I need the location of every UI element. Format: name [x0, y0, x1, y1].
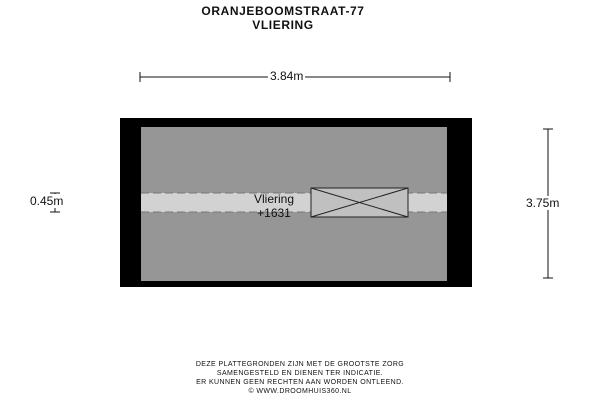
height-dimension-label: 3.75m: [526, 196, 560, 210]
room-name-label: Vliering: [253, 192, 295, 206]
plan-floor-title: VLIERING: [252, 18, 314, 32]
headroom-dimension-label: 0.45m: [30, 194, 64, 208]
disclaimer-block: [0, 360, 600, 396]
plan-address-title: ORANJEBOOMSTRAAT-77: [201, 4, 365, 18]
disclaimer-line-3: ER KUNNEN GEEN RECHTEN AAN WORDEN ONTLEEND.: [196, 379, 404, 386]
disclaimer-website-link[interactable]: © WWW.DROOMHUIS360.NL: [248, 388, 352, 395]
disclaimer-line-1: DEZE PLATTEGRONDEN ZIJN MET DE GROOTSTE ZORG: [195, 361, 405, 368]
room-code-label: +1631: [257, 206, 291, 220]
disclaimer-line-2: SAMENGESTELD EN DIENEN TER INDICATIE.: [216, 370, 384, 377]
width-dimension-label: 3.84m: [270, 69, 304, 83]
